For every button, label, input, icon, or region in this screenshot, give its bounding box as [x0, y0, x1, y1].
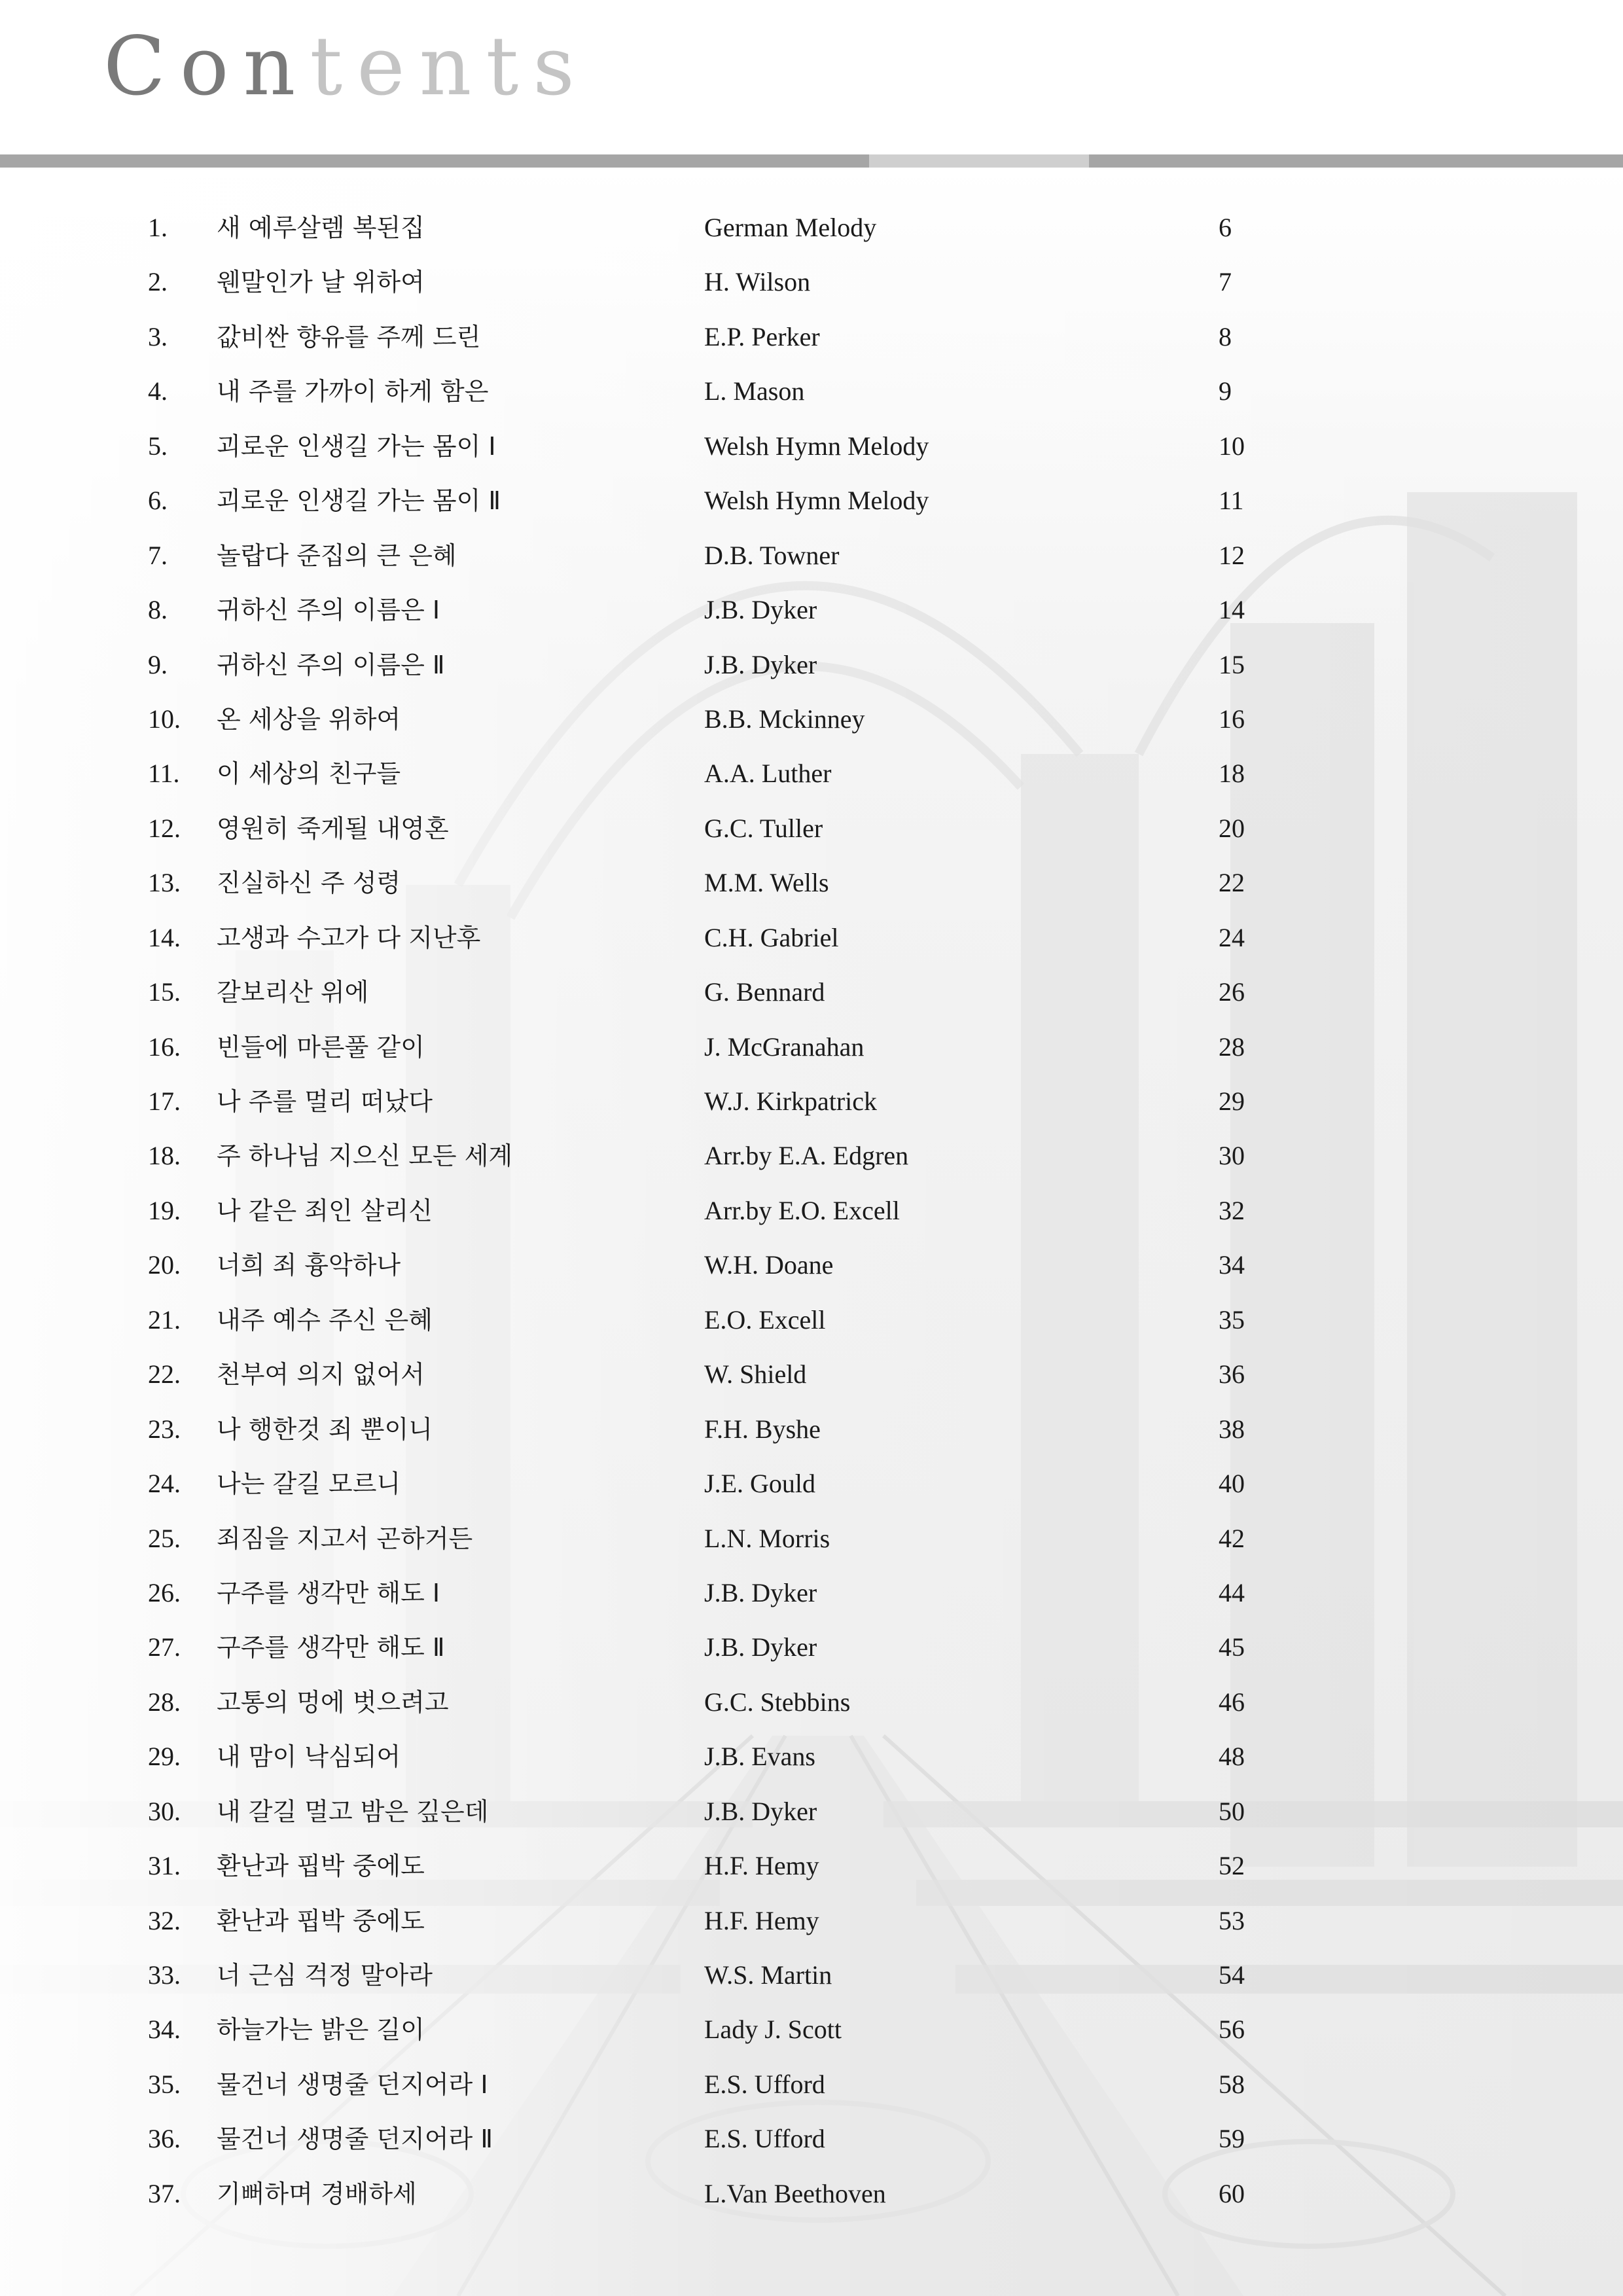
entry-number: 14.	[148, 922, 181, 952]
hymn-title: 나는 갈길 모르니	[217, 1469, 401, 1499]
composer-name: H. Wilson	[704, 267, 811, 297]
composer-name: J.B. Dyker	[704, 595, 817, 625]
hymn-title: 환난과 핍박 중에도	[217, 1906, 425, 1935]
hymn-title: 괴로운 인생길 가는 몸이 Ⅰ	[217, 431, 496, 461]
hymn-title: 갈보리산 위에	[217, 978, 369, 1007]
composer-name: L. Mason	[704, 376, 805, 406]
entry-number: 5.	[148, 431, 168, 461]
hymn-title: 내 갈길 멀고 밤은 깊은데	[217, 1797, 489, 1826]
composer-name: B.B. Mckinney	[704, 704, 865, 734]
entry-number: 19.	[148, 1195, 181, 1225]
composer-name: G.C. Tuller	[704, 813, 823, 843]
composer-name: A.A. Luther	[704, 759, 832, 789]
hymn-title: 웬말인가 날 위하여	[217, 268, 425, 297]
toc-entry	[0, 2064, 1623, 2118]
header-divider-right	[1089, 154, 1623, 168]
hymn-title: 고생과 수고가 다 지난후	[217, 923, 481, 952]
hymn-title: 물건너 생명줄 던지어라 Ⅰ	[217, 2070, 488, 2099]
entry-number: 8.	[148, 595, 168, 625]
toc-entry	[0, 971, 1623, 1026]
toc-entry	[0, 535, 1623, 589]
entry-number: 7.	[148, 540, 168, 570]
page-number: 60	[1219, 2178, 1245, 2208]
entry-number: 35.	[148, 2069, 181, 2099]
hymn-title: 천부여 의지 없어서	[217, 1360, 425, 1390]
composer-name: Welsh Hymn Melody	[704, 486, 929, 516]
hymn-title: 구주를 생각만 해도 Ⅰ	[217, 1578, 440, 1607]
hymn-title: 나 같은 죄인 살리신	[217, 1196, 433, 1225]
page-number: 9	[1219, 376, 1232, 406]
page-number: 34	[1219, 1250, 1245, 1280]
entry-number: 27.	[148, 1632, 181, 1662]
entry-number: 1.	[148, 213, 168, 242]
page-number: 16	[1219, 704, 1245, 734]
composer-name: J.B. Dyker	[704, 1577, 817, 1607]
composer-name: E.P. Perker	[704, 321, 820, 351]
composer-name: J.B. Evans	[704, 1742, 815, 1772]
toc-entry	[0, 1681, 1623, 1736]
toc-entry	[0, 644, 1623, 698]
hymn-title: 값비싼 향유를 주께 드린	[217, 322, 481, 351]
toc-entry	[0, 1299, 1623, 1354]
composer-name: M.M. Wells	[704, 868, 829, 898]
page-number: 59	[1219, 2124, 1245, 2154]
hymn-title: 기뻐하며 경배하세	[217, 2179, 417, 2208]
toc-entry	[0, 698, 1623, 753]
composer-name: E.O. Excell	[704, 1304, 826, 1335]
page-number: 12	[1219, 540, 1245, 570]
page-number: 52	[1219, 1851, 1245, 1881]
toc-entry	[0, 1736, 1623, 1790]
composer-name: Lady J. Scott	[704, 2015, 842, 2045]
page-number: 36	[1219, 1359, 1245, 1390]
entry-number: 33.	[148, 1960, 181, 1990]
toc-entry	[0, 862, 1623, 916]
entry-number: 13.	[148, 868, 181, 898]
composer-name: G. Bennard	[704, 977, 825, 1007]
toc-entry	[0, 2173, 1623, 2227]
composer-name: J.B. Dyker	[704, 1632, 817, 1662]
composer-name: J.B. Dyker	[704, 1796, 817, 1826]
hymn-title: 영원히 죽게될 내영혼	[217, 814, 449, 843]
toc-entry	[0, 1954, 1623, 2009]
entry-number: 28.	[148, 1687, 181, 1717]
hymn-title: 온 세상을 위하여	[217, 704, 401, 734]
toc-entry	[0, 1791, 1623, 1845]
page-number: 11	[1219, 486, 1244, 516]
composer-name: H.F. Hemy	[704, 1851, 819, 1881]
entry-number: 15.	[148, 977, 181, 1007]
toc-entry	[0, 753, 1623, 807]
hymn-title: 물건너 생명줄 던지어라 Ⅱ	[217, 2125, 493, 2154]
page-number: 8	[1219, 321, 1232, 351]
entry-number: 22.	[148, 1359, 181, 1390]
toc-entry	[0, 1463, 1623, 1517]
page-number: 6	[1219, 213, 1232, 242]
composer-name: Arr.by E.A. Edgren	[704, 1141, 909, 1171]
page-number: 50	[1219, 1796, 1245, 1826]
toc-entry	[0, 261, 1623, 315]
toc-entry	[0, 917, 1623, 971]
composer-name: W. Shield	[704, 1359, 807, 1390]
page-number: 53	[1219, 1905, 1245, 1935]
hymn-title: 놀랍다 준집의 큰 은혜	[217, 541, 457, 570]
entry-number: 2.	[148, 267, 168, 297]
entry-number: 29.	[148, 1742, 181, 1772]
composer-name: C.H. Gabriel	[704, 922, 839, 952]
composer-name: J. McGranahan	[704, 1031, 865, 1062]
page-number: 7	[1219, 267, 1232, 297]
page-title	[103, 20, 589, 137]
composer-name: L.Van Beethoven	[704, 2178, 886, 2208]
toc-entry	[0, 207, 1623, 261]
hymn-title: 내 주를 가까이 하게 함은	[217, 377, 489, 406]
composer-name: L.N. Morris	[704, 1523, 830, 1553]
composer-name: German Melody	[704, 213, 877, 242]
hymn-title: 너희 죄 흉악하나	[217, 1251, 401, 1280]
entry-number: 21.	[148, 1304, 181, 1335]
toc-entry	[0, 1900, 1623, 1954]
toc-entry	[0, 480, 1623, 534]
entry-number: 6.	[148, 486, 168, 516]
composer-name: E.S. Ufford	[704, 2124, 825, 2154]
page-number: 35	[1219, 1304, 1245, 1335]
table-of-contents	[0, 207, 1623, 2227]
composer-name: J.B. Dyker	[704, 649, 817, 679]
page-number: 48	[1219, 1742, 1245, 1772]
hymn-title: 진실하신 주 성령	[217, 869, 401, 898]
page-number: 54	[1219, 1960, 1245, 1990]
entry-number: 12.	[148, 813, 181, 843]
entry-number: 10.	[148, 704, 181, 734]
page-number: 15	[1219, 649, 1245, 679]
hymn-title: 환난과 핍박 중에도	[217, 1852, 425, 1881]
toc-entry	[0, 425, 1623, 480]
hymn-title: 죄짐을 지고서 곤하거든	[217, 1524, 473, 1553]
title-part-strong: Con	[103, 20, 310, 114]
page-number: 44	[1219, 1577, 1245, 1607]
page-number: 22	[1219, 868, 1245, 898]
entry-number: 34.	[148, 2015, 181, 2045]
composer-name: H.F. Hemy	[704, 1905, 819, 1935]
hymn-title: 주 하나님 지으신 모든 세계	[217, 1141, 513, 1171]
toc-entry	[0, 1408, 1623, 1463]
toc-entry	[0, 1572, 1623, 1626]
composer-name: W.J. Kirkpatrick	[704, 1086, 878, 1116]
hymn-title: 나 주를 멀리 떠났다	[217, 1087, 433, 1116]
hymn-title: 괴로운 인생길 가는 몸이 Ⅱ	[217, 486, 501, 516]
hymn-title: 귀하신 주의 이름은 Ⅱ	[217, 650, 445, 679]
hymn-title: 구주를 생각만 해도 Ⅱ	[217, 1633, 445, 1662]
page-number: 18	[1219, 759, 1245, 789]
hymn-title: 귀하신 주의 이름은 Ⅰ	[217, 596, 440, 625]
page-number: 29	[1219, 1086, 1245, 1116]
toc-entry	[0, 1190, 1623, 1244]
toc-entry	[0, 2009, 1623, 2063]
toc-entry	[0, 808, 1623, 862]
toc-entry	[0, 2118, 1623, 2172]
page-number: 14	[1219, 595, 1245, 625]
page-number: 26	[1219, 977, 1245, 1007]
page-number: 56	[1219, 2015, 1245, 2045]
toc-entry	[0, 1518, 1623, 1572]
composer-name: W.H. Doane	[704, 1250, 834, 1280]
hymn-title: 내주 예수 주신 은혜	[217, 1305, 433, 1335]
entry-number: 37.	[148, 2178, 181, 2208]
entry-number: 26.	[148, 1577, 181, 1607]
page-number: 28	[1219, 1031, 1245, 1062]
entry-number: 17.	[148, 1086, 181, 1116]
toc-entry	[0, 589, 1623, 643]
page-number: 42	[1219, 1523, 1245, 1553]
page-number: 30	[1219, 1141, 1245, 1171]
toc-entry	[0, 1354, 1623, 1408]
toc-entry	[0, 1026, 1623, 1081]
entry-number: 36.	[148, 2124, 181, 2154]
toc-entry	[0, 370, 1623, 425]
composer-name: E.S. Ufford	[704, 2069, 825, 2099]
header-divider-left	[0, 154, 869, 168]
page-number: 58	[1219, 2069, 1245, 2099]
toc-entry	[0, 1244, 1623, 1299]
toc-entry	[0, 1626, 1623, 1681]
entry-number: 18.	[148, 1141, 181, 1171]
toc-entry	[0, 1135, 1623, 1189]
composer-name: F.H. Byshe	[704, 1414, 821, 1444]
composer-name: J.E. Gould	[704, 1469, 815, 1499]
page-number: 10	[1219, 431, 1245, 461]
page-number: 38	[1219, 1414, 1245, 1444]
composer-name: Welsh Hymn Melody	[704, 431, 929, 461]
hymn-title: 내 맘이 낙심되어	[217, 1742, 401, 1772]
hymn-title: 새 예루살렘 복된집	[217, 213, 425, 242]
hymn-title: 고통의 멍에 벗으려고	[217, 1687, 449, 1717]
header-divider-middle	[869, 154, 1089, 168]
entry-number: 24.	[148, 1469, 181, 1499]
entry-number: 23.	[148, 1414, 181, 1444]
entry-number: 4.	[148, 376, 168, 406]
composer-name: D.B. Towner	[704, 540, 840, 570]
page-number: 24	[1219, 922, 1245, 952]
entry-number: 32.	[148, 1905, 181, 1935]
entry-number: 20.	[148, 1250, 181, 1280]
entry-number: 25.	[148, 1523, 181, 1553]
toc-entry	[0, 1081, 1623, 1135]
hymn-title: 빈들에 마른풀 같이	[217, 1032, 425, 1062]
toc-entry	[0, 316, 1623, 370]
page-number: 46	[1219, 1687, 1245, 1717]
composer-name: G.C. Stebbins	[704, 1687, 851, 1717]
entry-number: 31.	[148, 1851, 181, 1881]
hymn-title: 너 근심 걱정 말아라	[217, 1961, 433, 1990]
entry-number: 16.	[148, 1031, 181, 1062]
hymn-title: 나 행한것 죄 뿐이니	[217, 1414, 433, 1444]
page-number: 32	[1219, 1195, 1245, 1225]
hymn-title: 이 세상의 친구들	[217, 759, 401, 789]
entry-number: 9.	[148, 649, 168, 679]
title-part-light: tents	[310, 20, 589, 114]
toc-entry	[0, 1845, 1623, 1899]
entry-number: 3.	[148, 321, 168, 351]
composer-name: Arr.by E.O. Excell	[704, 1195, 900, 1225]
page-number: 45	[1219, 1632, 1245, 1662]
page-number: 40	[1219, 1469, 1245, 1499]
hymn-title: 하늘가는 밝은 길이	[217, 2015, 425, 2045]
entry-number: 11.	[148, 759, 180, 789]
entry-number: 30.	[148, 1796, 181, 1826]
composer-name: W.S. Martin	[704, 1960, 832, 1990]
page-number: 20	[1219, 813, 1245, 843]
